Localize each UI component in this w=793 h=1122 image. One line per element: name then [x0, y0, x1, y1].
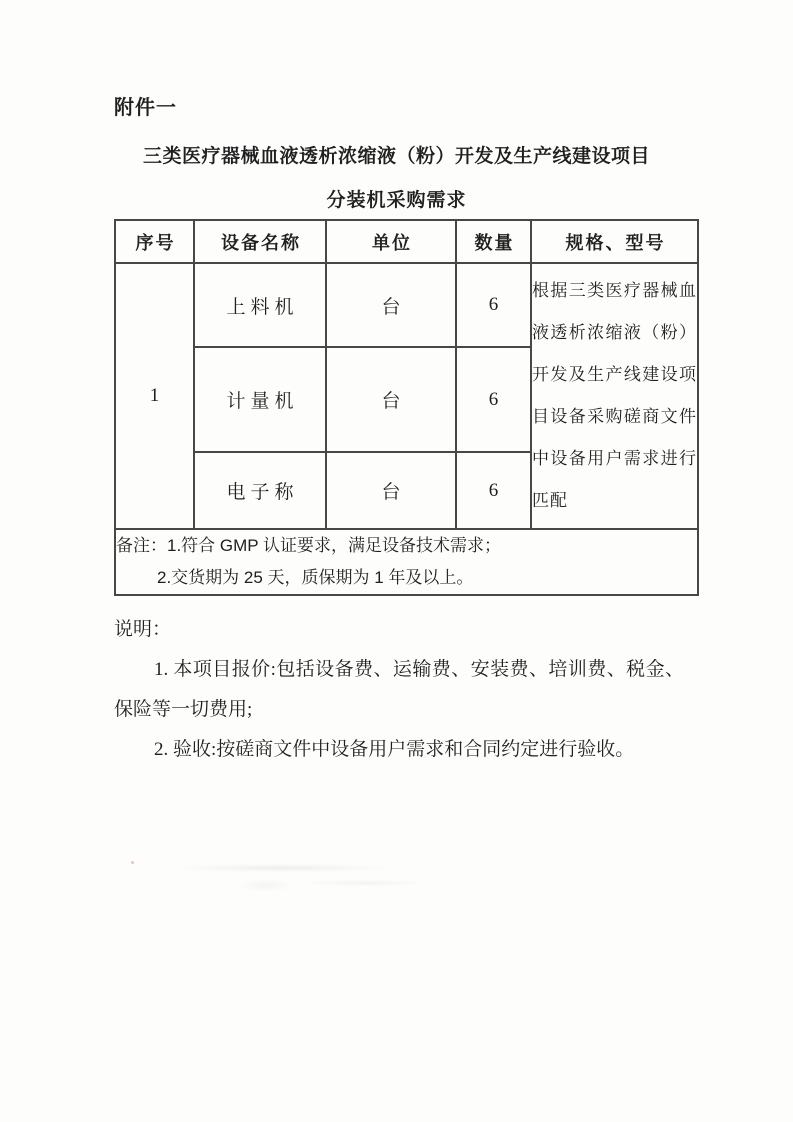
- attachment-label: 附件一: [114, 97, 177, 119]
- notes-section: [114, 610, 684, 770]
- scan-dot-artifact: [131, 861, 134, 864]
- remark-item: 2.交货期为 25 天，质保期为 1 年及以上。: [157, 568, 474, 587]
- document-title: 三类医疗器械血液透析浓缩液（粉）开发及生产线建设项目: [142, 146, 650, 167]
- remarks-cell: [115, 529, 698, 595]
- quantity-cell: 6: [456, 347, 531, 452]
- col-header-equipment-name: 设备名称: [194, 220, 326, 263]
- note-paragraph: 1. 本项目报价:包括设备费、运输费、安装费、培训费、税金、保险等一切费用;: [114, 659, 684, 720]
- col-header-spec-model: 规格、型号: [531, 220, 698, 263]
- document-subtitle: 分装机采购需求: [326, 190, 467, 211]
- serial-number-cell: 1: [115, 263, 194, 529]
- notes-label: 说明：: [114, 619, 172, 640]
- spec-model-cell: 根据三类医疗器械血液透析浓缩液（粉）开发及生产线建设项目设备采购磋商文件中设备用户需求进行匹配: [531, 263, 698, 529]
- note-paragraph: 2. 验收:按磋商文件中设备用户需求和合同约定进行验收。: [154, 739, 635, 760]
- col-header-unit: 单位: [326, 220, 456, 263]
- quantity-cell: 6: [456, 263, 531, 347]
- unit-cell: 台: [326, 347, 456, 452]
- remark-label: 备注：: [116, 536, 167, 555]
- unit-cell: 台: [326, 263, 456, 347]
- equipment-name-cell: 计量机: [194, 347, 326, 452]
- procurement-table: [114, 219, 699, 596]
- remark-item: 1.符合 GMP 认证要求，满足设备技术需求；: [167, 536, 502, 555]
- equipment-name-cell: 上料机: [194, 263, 326, 347]
- col-header-quantity: 数量: [456, 220, 531, 263]
- remarks-row: [115, 529, 698, 595]
- remark-line: [116, 530, 697, 562]
- equipment-name-cell: 电子称: [194, 452, 326, 529]
- col-header-serial: 序号: [115, 220, 194, 263]
- table-row: [115, 263, 698, 347]
- quantity-cell: 6: [456, 452, 531, 529]
- unit-cell: 台: [326, 452, 456, 529]
- scan-smudge-artifact: [150, 848, 480, 898]
- table-header-row: [115, 220, 698, 263]
